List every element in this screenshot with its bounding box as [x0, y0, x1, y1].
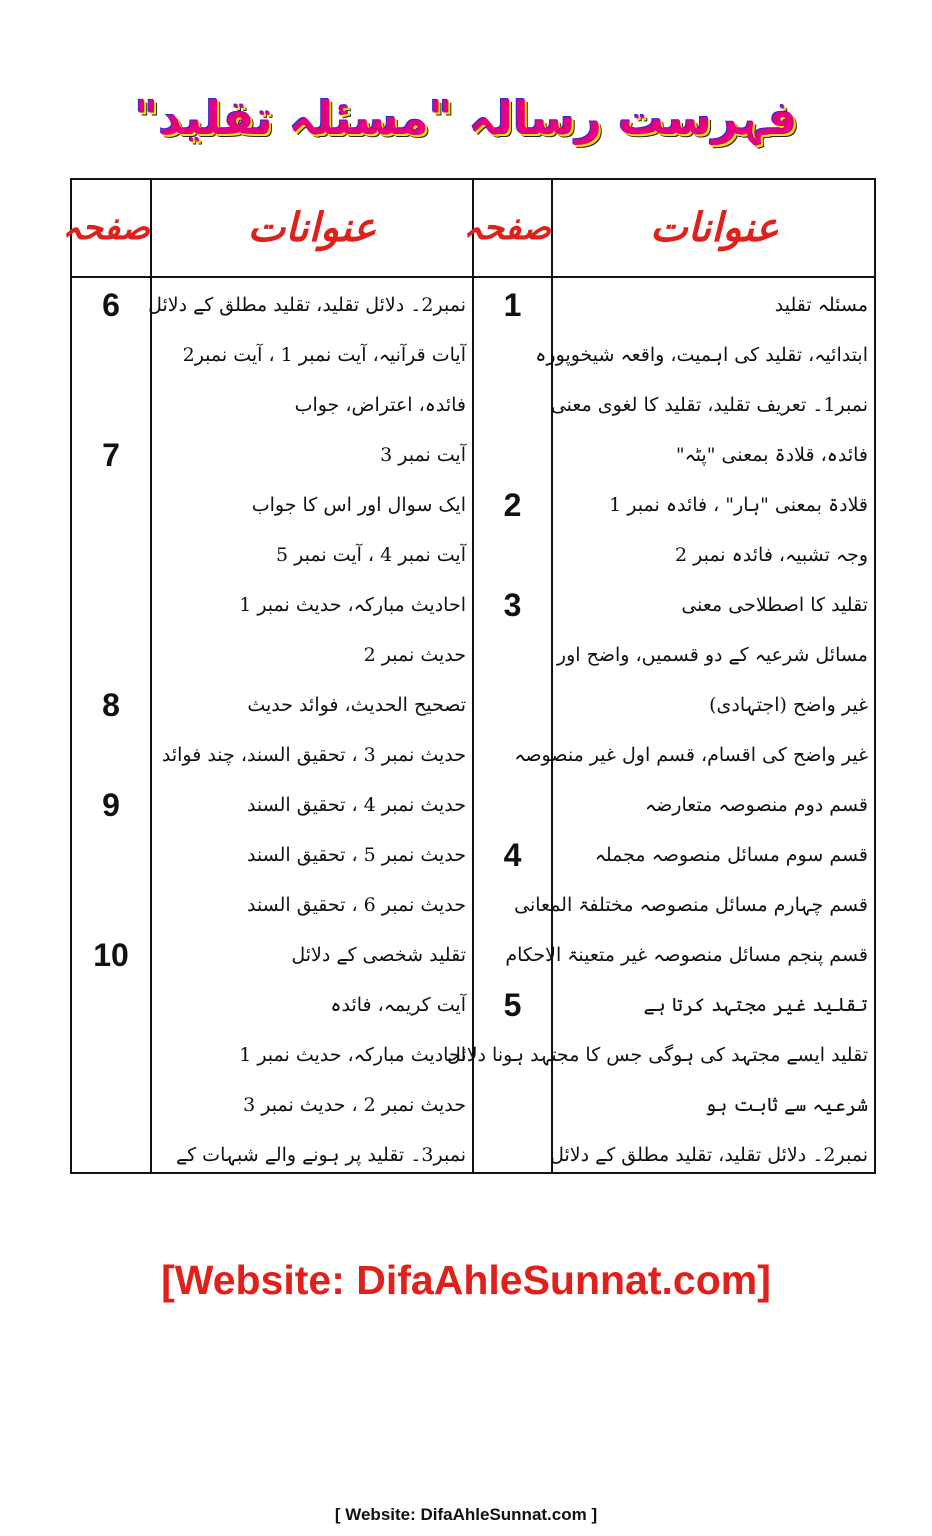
right-topic-item: قسم دوم منصوصہ متعارضہ — [645, 794, 868, 816]
right-topic-item: تقلید غیر مجتہد کرتا ہے — [643, 994, 868, 1016]
right-topic-item: ابتدائیہ، تقلید کی اہمیت، واقعہ شیخوپورہ — [535, 344, 868, 366]
right-topic-item: تقلید ایسے مجتہد کی ہوگی جس کا مجتہد ہونا دلائل — [447, 1044, 868, 1066]
left-topic-item: آیت نمبر 3 — [380, 444, 466, 466]
right-topic-item: وجہ تشبیہ، فائدہ نمبر 2 — [674, 544, 868, 566]
right-topic-item: مسئلہ تقلید — [774, 294, 868, 316]
left-topic-item: حدیث نمبر 3 ، تحقیق السند، چند فوائد — [161, 744, 466, 766]
left-topic-item: تصحیح الحدیث، فوائد حدیث — [247, 694, 466, 716]
right-topic-item: شرعیہ سے ثابت ہو — [705, 1094, 868, 1116]
right-page-header: صفحہ — [463, 208, 551, 248]
right-page-number: 5 — [503, 987, 522, 1023]
left-topic-item: احادیث مبارکہ، حدیث نمبر 1 — [239, 594, 466, 616]
footer-website: [ Website: DifaAhleSunnat.com ] — [334, 1505, 598, 1524]
right-topic-item: نمبر1۔ تعریف تقلید، تقلید کا لغوی معنی — [550, 394, 868, 416]
left-topic-item: آیت کریمہ، فائدہ — [330, 994, 466, 1016]
column-divider — [551, 180, 553, 1172]
left-topic-item: آیت نمبر 4 ، آیت نمبر 5 — [276, 544, 466, 566]
right-topic-item: نمبر2۔ دلائل تقلید، تقلید مطلق کے دلائل — [550, 1144, 868, 1166]
left-page-number: 9 — [102, 787, 120, 823]
left-topic-item: حدیث نمبر 5 ، تحقیق السند — [246, 844, 466, 866]
right-topic-item: قسم چہارم مسائل منصوصہ مختلفۃ المعانی — [514, 894, 868, 916]
left-topic-item: ایک سوال اور اس کا جواب — [251, 494, 466, 516]
left-page-header: صفحہ — [62, 208, 150, 248]
right-topic-item: قلادۃ بمعنی "ہار" ، فائدہ نمبر 1 — [609, 494, 868, 516]
left-topic-item: حدیث نمبر 6 ، تحقیق السند — [246, 894, 466, 916]
left-topic-item: نمبر2۔ دلائل تقلید، تقلید مطلق کے دلائل — [148, 294, 466, 316]
left-topic-item: تقلید شخصی کے دلائل — [291, 944, 466, 966]
left-topics-header: عنوانات — [247, 204, 377, 251]
left-topic-item: حدیث نمبر 4 ، تحقیق السند — [246, 794, 466, 816]
table-of-contents — [62, 178, 876, 1174]
right-page-number: 1 — [503, 287, 522, 323]
left-page-number: 8 — [102, 687, 120, 723]
left-topic-item: نمبر3۔ تقلید پر ہونے والے شبہات کے — [175, 1144, 466, 1166]
left-topic-item: حدیث نمبر 2 ، حدیث نمبر 3 — [243, 1094, 466, 1116]
website-banner: [Website: DifaAhleSunnat.com] — [161, 1257, 771, 1303]
right-page-number: 3 — [503, 587, 522, 623]
left-page-number: 10 — [93, 937, 129, 973]
left-page-number: 6 — [102, 287, 120, 323]
left-page-number: 7 — [102, 437, 120, 473]
left-topic-item: آیات قرآنیہ، آیت نمبر 1 ، آیت نمبر2 — [182, 344, 466, 366]
left-topic-item: حدیث نمبر 2 — [363, 644, 466, 666]
page-title: فہرست رسالہ "مسئلہ تقلید" — [134, 91, 798, 145]
right-page-number: 2 — [503, 487, 522, 523]
right-page-number: 4 — [503, 837, 522, 873]
header-divider — [72, 276, 874, 278]
right-topic-item: قسم پنجم مسائل منصوصہ غیر متعینۃ الاحکام — [505, 944, 868, 966]
left-topic-item: فائدہ، اعتراض، جواب — [294, 394, 466, 416]
right-topic-item: غیر واضح کی اقسام، قسم اول غیر منصوصہ — [514, 744, 868, 766]
right-topic-item: فائدہ، قلادۃ بمعنی "پٹہ" — [675, 444, 868, 466]
right-topic-item: مسائل شرعیہ کے دو قسمیں، واضح اور — [556, 644, 868, 666]
right-topic-item: قسم سوم مسائل منصوصہ مجملہ — [594, 844, 868, 866]
right-topic-item: غیر واضح (اجتہادی) — [709, 694, 868, 716]
left-topic-item: احادیث مبارکہ، حدیث نمبر 1 — [239, 1044, 466, 1066]
right-topic-item: تقلید کا اصطلاحی معنی — [681, 594, 868, 616]
right-topics-header: عنوانات — [650, 204, 779, 251]
